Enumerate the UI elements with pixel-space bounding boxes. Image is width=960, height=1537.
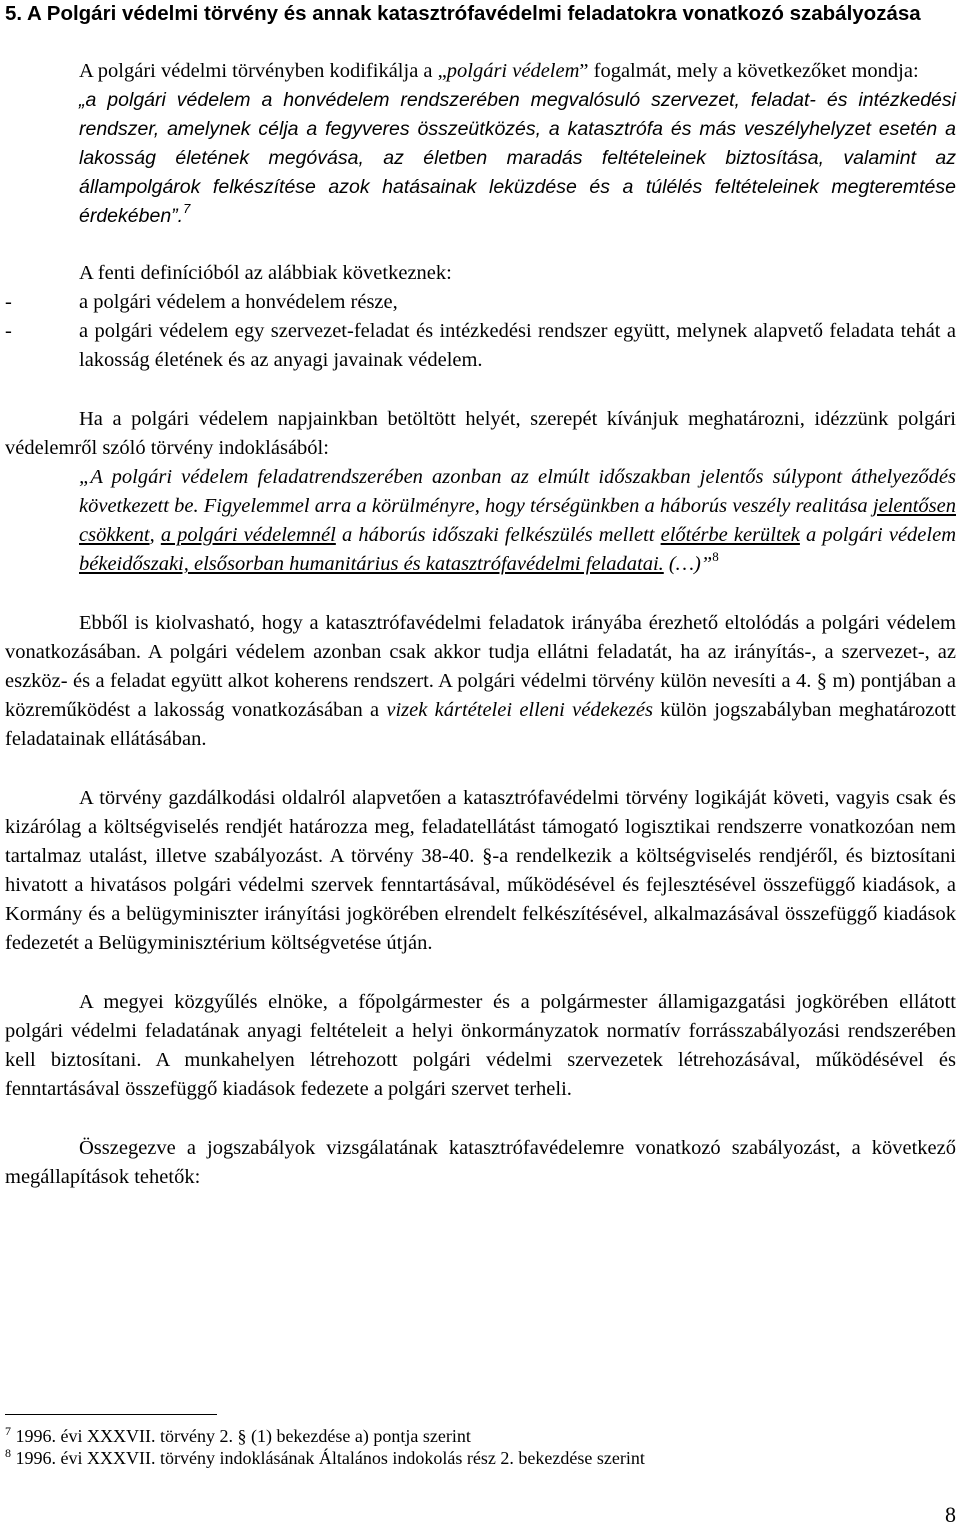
quote-text: , — [149, 524, 161, 546]
underlined-text: a polgári védelemnél — [160, 524, 336, 546]
quote-text: (…)” — [663, 553, 713, 575]
footnote-ref-7: 7 — [183, 201, 191, 216]
emphasis: vizek kártételei elleni védekezés — [386, 699, 653, 721]
dash-marker: - — [5, 291, 12, 313]
quote-text: a polgári védelem — [799, 524, 956, 546]
paragraph-definition-intro — [5, 57, 956, 86]
justification-quote — [79, 463, 956, 579]
paragraph-shift — [5, 609, 956, 754]
quote-text: „A polgári védelem feladatrendszerében azonban az elmúlt időszakban jelentős súlypont áthelyeződés következett be. Figyelemmel arra a körülményre, hogy térségünkben a háborús veszély realitása — [79, 466, 956, 517]
underlined-text: jelentősen csökkent — [79, 495, 956, 546]
footnote-divider — [5, 1414, 217, 1415]
paragraph-funding: A törvény gazdálkodási oldalról alapvetően a katasztrófavédelmi törvény logikáját követi, vagyis csak és kizárólag a költségviselés rendjét határozza meg, feladatellátást támogató logisztikai rendszerre vonatkozóan nem tartalmaz utalást, illetve szabályozást. A törvény 38-40. §-a rendelkezik a költségviselés rendjéről, és biztosítani hivatott a hivatásos polgári védelmi szervek fenntartásával, működésével és fejlesztésével összefüggő kiadások, a Kormány és a belügyminiszter irányítási jogkörében elrendelt felkészítésével, alkalmazásával összefüggő kiadások fedezetét a Belügyminisztérium költségvetése útján. — [5, 787, 956, 954]
paragraph-local-government: A megyei közgyűlés elnöke, a főpolgármester és a polgármester államigazgatási jogkörében ellátott polgári védelmi feladatának anyagi feltételeit a helyi önkormányzatok normatív forrásszabályozási rendszerében kell biztosítani. A munkahelyen létrehozott polgári védelmi szervezetek létrehozásával, működésével és fenntartásával összefüggő kiadások fedezete a polgári szervet terheli. — [5, 991, 956, 1100]
paragraph-consequences-intro: A fenti definícióból az alábbiak következnek: — [79, 262, 452, 284]
dash-marker: - — [5, 320, 12, 342]
emphasis: polgári védelem — [446, 60, 580, 82]
footnote-number: 7 — [5, 1424, 11, 1438]
footnote-number: 8 — [5, 1446, 11, 1460]
definition-quote — [79, 86, 956, 231]
footnote-ref-8: 8 — [712, 549, 719, 564]
list-item-text: a polgári védelem a honvédelem része, — [79, 291, 398, 313]
text-run: A polgári védelmi törvényben kodifikálja a „ — [79, 60, 447, 82]
list-item-text: a polgári védelem egy szervezet-feladat és intézkedési rendszer együtt, melynek alapvető feladata tehát a lakosság életének és az anyagi javainak védelem. — [79, 320, 956, 371]
section-title: 5. A Polgári védelmi törvény és annak katasztrófavédelmi feladatokra vonatkozó szabályozása — [5, 2, 921, 25]
footnote-text: 1996. évi XXXVII. törvény 2. § (1) bekezdése a) pontja szerint — [15, 1426, 471, 1446]
text-run: Ebből is kiolvasható, hogy a katasztrófavédelmi feladatok irányába érezhető eltolódás a polgári védelem vonatkozásában. A polgári védelem azonban csak akkor tudja ellátni feladatát, ha az irányítás-, a szervezet-, az eszköz- és a feladat együtt alkot koherens rendszert. A polgári védelmi törvény külön nevesíti a 4. § m) pontjában a közreműködést a lakosság vonatkozásában a — [5, 612, 956, 721]
consequences-list — [5, 288, 956, 375]
quote-text: a háborús időszaki felkészülés mellett — [335, 524, 661, 546]
list-item — [5, 288, 956, 317]
text-run: ” fogalmát, mely a következőket mondja: — [579, 60, 919, 82]
page-number: 8 — [945, 1502, 956, 1527]
footnote-7 — [5, 1425, 956, 1447]
document-page — [5, 0, 956, 1192]
underlined-text: előtérbe kerültek — [660, 524, 800, 546]
footnotes — [5, 1414, 956, 1469]
underlined-text: békeidőszaki, elsősorban humanitárius és katasztrófavédelmi feladatai. — [79, 553, 664, 575]
footnote-text: 1996. évi XXXVII. törvény indoklásának Általános indokolás rész 2. bekezdése szerint — [15, 1448, 645, 1468]
paragraph-role-intro: Ha a polgári védelem napjainkban betöltött helyét, szerepét kívánjuk meghatározni, idézzünk polgári védelemről szóló törvény indoklásából: — [5, 408, 956, 459]
text-run: külön jogszabályban meghatározott feladatainak ellátásában. — [5, 699, 956, 750]
paragraph-summary: Összegezve a jogszabályok vizsgálatának katasztrófavédelemre vonatkozó szabályozást, a következő megállapítások tehetők: — [5, 1137, 956, 1188]
footnote-8 — [5, 1447, 956, 1469]
quote-text: „a polgári védelem a honvédelem rendszerében megvalósuló szervezet, feladat- és intézkedési rendszer, amelynek célja a fegyveres összeütközés, a katasztrófa és más veszélyhelyzet esetén a lakosság életének megóvása, az életben maradás feltételeinek biztosítása, valamint az állampolgárok felkészítése azok hatásainak leküzdése és a túlélés feltételeinek megteremtése érdekében”. — [79, 89, 956, 227]
list-item — [5, 317, 956, 375]
